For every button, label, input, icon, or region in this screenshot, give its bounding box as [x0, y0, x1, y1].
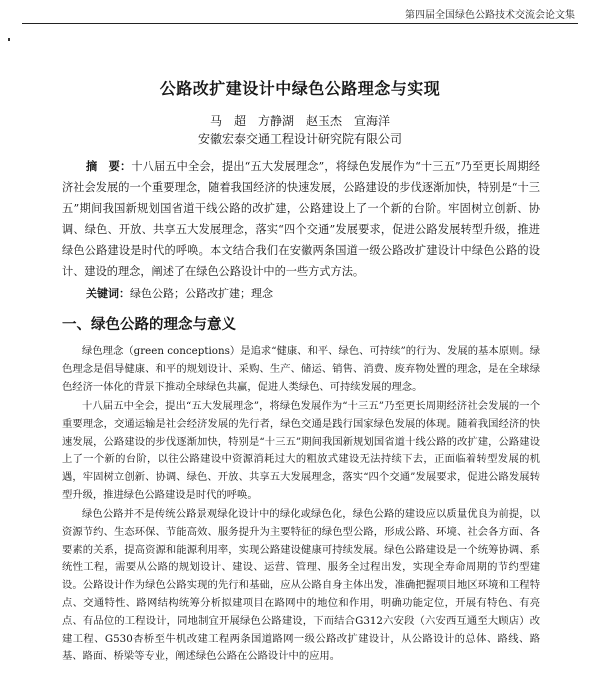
keywords — [86, 285, 273, 301]
section-heading: 一、绿色公路的理念与意义 — [62, 317, 236, 333]
paper-title: 公路改扩建设计中绿色公路理念与实现 — [159, 79, 441, 98]
keywords-text: 绿色公路；公路改扩建；理念 — [130, 287, 273, 300]
authors: 马 超 方静湖 赵玉杰 宣海洋 — [209, 114, 390, 128]
abstract-text: 十八届五中全会，提出“五大发展理念”，将绿色发展作为“十三五”乃至更长周期经济社会发展的一个重要理念，随着我国经济的快速发展，公路建设的步伐逐渐加快，特别是“十三五”期间我国新规划国省道干线公路的改扩建，公路建设上了一个新的台阶。牢固树立创新、协调、绿色、开放、共享五大发展理念，落实“四个交通”发展要求，促进公路发展转型升级，推进绿色公路建设是时代的呼唤。本文结合我们在安徽两条国道一级公路改扩建设计中绿色公路的设计、建设的理念，阐述了在绿色公路设计中的一些方式方法。 — [62, 160, 540, 278]
body-paragraph-3: 绿色公路并不是传统公路景观绿化设计中的绿化或绿色化，绿色公路的建设应以质量优良为前提，以资源节约、生态环保、节能高效、服务提升为主要特征的绿色型公路，形成公路、环境、社会各方面、各要素的关系，提高资源和能源利用率，实现公路建设健康可持续发展。绿色公路建设是一个统筹协调、系统性工程，需要从公路的规划设计、建设、运营、管理、服务全过程出发，实现全寿命周期的节约型建设。公路设计作为绿色公路实现的先行和基础，应从公路自身主体出发，准确把握项目地区环境和工程特点、交通特性、路网结构统筹分析拟建项目在路网中的地位和作用，明确功能定位，开展有特色、有亮点、有品位的工程设计，同地制宜开展绿色公路建设，下而结合G312六安段（六安西互通至大顾店）改建工程、G530杏桥至牛机改建工程两条国道路网一级公路改扩建设计，从公路设计的总体、路线、路基、路面、桥梁等专业，阐述绿色公路在公路设计中的应用。 — [62, 508, 540, 663]
affiliation: 安徽宏泰交通工程设计研究院有限公司 — [197, 132, 402, 146]
abstract — [62, 156, 540, 282]
margin-mark — [8, 38, 10, 41]
body-paragraph-2: 十八届五中全会，提出“五大发展理念”，将绿色发展作为“十三五”乃至更长周期经济社会发展的一个重要理念，交通运输是社会经济发展的先行者，绿色交通是践行国家绿色发展的体现。随着我国经济的快速发展，公路建设的步伐逐渐加快，特别是“十三五”期间我国新规划国省道十线公路的改扩建，公路建设上了一个新的台阶，以往公路建设中资源消耗过大的粗放式建设无法持续下去，正面临着转型发展的机遇，牢固树立创新、协调、绿色、开放、共享五大发展理念，落实“四个交通”发展要求，促进公路发展转型升级，推进绿色公路建设是时代的呼唤。 — [62, 400, 540, 501]
keywords-label: 关键词： — [86, 287, 130, 300]
abstract-label: 摘 要： — [86, 160, 132, 173]
running-header: 第四届全国绿色公路技术交流会论文集 — [405, 10, 575, 21]
body-paragraph-1: 绿色理念（green conceptions）是追求“健康、和平、绿色、可持续”的行为、发展的基本原则。绿色理念是倡导健康、和平的规划设计、采购、生产、储运、销售、消费、废弃物处置的理念，是在全球绿色经济一体化的背景下推动全球绿色共赢，促进人类绿色、可持续发展的理念。 — [62, 345, 540, 393]
header-rule — [22, 23, 578, 24]
